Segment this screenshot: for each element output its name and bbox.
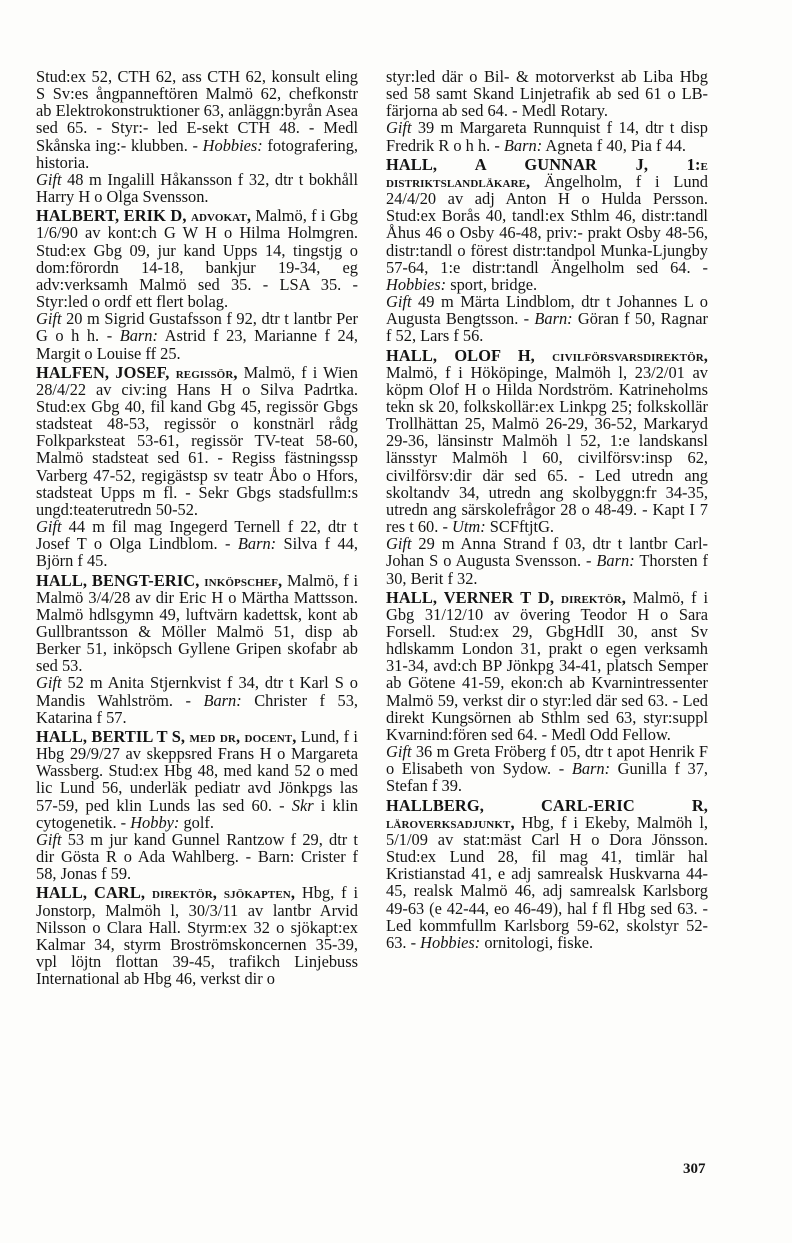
right-column <box>386 68 708 951</box>
entry-heading: HALBERT, ERIK D, advokat, <box>36 206 252 226</box>
entry-hall-carl: HALL, CARL, direktör, sjökapten, Hbg, f i Jonstorp, Malmöh l, 30/3/11 av lantbr Arvid Nilsson o Clara Hall. Styrm:ex 32 o sjökapt:ex Kalmar 34, styrm Broströmskoncernen 35-39, vpl löjtn flottan 39-45, trafikch Linjebuss International ab Hbg 46, verkst dir o <box>36 883 358 989</box>
entry-halbert-erik: HALBERT, ERIK D, advokat, Malmö, f i Gbg 1/6/90 av kont:ch G W H o Hilma Holmgren. Stud:ex Gbg 09, jur kand Upps 14, tingstjg o dom:förordn 14-18, bankjur 19-34, eg adv:verksamh Malmö sed 35. - LSA 35. - Styr:led o ordf ett flert bolag. <box>36 206 358 312</box>
entry-hall-bertil: HALL, BERTIL T S, med dr, docent, Lund, f i Hbg 29/9/27 av skeppsred Frans H o Margareta Wassberg. Stud:ex Hbg 48, med kand 52 o med lic Lund 56, underläk pediatr avd Jönkpgs las 57-59, ped klin Lunds las sed 60. - Skr i klin cytogenetik. - Hobby: golf. <box>36 726 358 832</box>
left-column <box>36 68 358 987</box>
entry-hall-olof: HALL, OLOF H, civilförsvarsdirektör, Malmö, f i Hököpinge, Malmöh l, 23/2/01 av köpm Olof H o Hilda Nordström. Katrineholms tekn sk 20, folkskollär:ex Linkpg 25; folkskollär Trollhättan 25, Malmö 26-29, 36-52, Markaryd 29-36, länsinstr Malmöh l 52, 1:e landskansl länsstyr Malmöh l 60, civilförsv:insp 62, civilförsv:dir där sed 65. - Led utredn ang skoltandv 34, utredn ang skolbyggn:fr 34-35, utredn ang särskolefrågor 28 o 48-49. - Kapt I 7 res t 60. - Utm: SCFftjtG. <box>386 345 708 537</box>
entry-gift: Gift 48 m Ingalill Håkansson f 32, dtr t bokhåll Harry H o Olga Svensson. <box>36 169 358 207</box>
entry-gift: Gift 44 m fil mag Ingegerd Ternell f 22, dtr t Josef T o Olga Lindblom. - Barn: Silva f 44, Björn f 45. <box>36 517 358 571</box>
entry-hallberg-carl-eric: HALLBERG, CARL-ERIC R, läroverksadjunkt, Hbg, f i Ekeby, Malmöh l, 5/1/09 av stat:mäst Carl H o Dora Jönsson. Stud:ex Lund 28, fil mag 41, timlär hal Kristianstad 41, e adj samrealsk Huskvarna 44-45, realsk Malmö 46, adj samrealsk Karlsborg 49-63 (e 42-44, eo 46-49), hal f fl Hbg sed 63. - Led kommfullm Karlsborg 59-62, skolstyr 52-63. - Hobbies: ornitologi, fiske. <box>386 795 708 952</box>
entry-gift: Gift 29 m Anna Strand f 03, dtr t lantbr Carl-Johan S o Augusta Svensson. - Barn: Thorsten f 30, Berit f 32. <box>386 534 708 588</box>
entry-gift: Gift 52 m Anita Stjernkvist f 34, dtr t Karl S o Mandis Wahlström. - Barn: Christer f 53, Katarina f 57. <box>36 673 358 727</box>
entry-heading: HALL, BERTIL T S, med dr, docent, <box>36 726 297 746</box>
entry-gift: Gift 53 m jur kand Gunnel Rantzow f 29, dtr t dir Gösta R o Ada Wahlberg. - Barn: Crister f 58, Jonas f 59. <box>36 829 358 884</box>
entry-hall-gunnar: HALL, A GUNNAR J, 1:e distriktslandläkare, Ängelholm, f i Lund 24/4/20 av adj Anton H o Hulda Persson. Stud:ex Borås 40, tandl:ex Sthlm 46, distr:tandl Åhus 46 o Osby 46-48, priv:- prakt Osby 48-56, distr:tandl o förest distr:tandpol Munka-Ljungby 57-64, 1:e distr:tandl Ängelholm sed 64. - Hobbies: sport, bridge. <box>386 154 708 294</box>
entry-heading: HALL, OLOF H, civilförsvarsdirektör, <box>386 345 708 365</box>
entry-heading: HALLBERG, CARL-ERIC R, läroverksadjunkt, <box>386 795 708 832</box>
entry-heading: HALL, A GUNNAR J, 1:e distriktslandläkare, <box>386 154 708 191</box>
entry-halfen-josef: HALFEN, JOSEF, regissör, Malmö, f i Wien 28/4/22 av civ:ing Hans H o Silva Padrtka. Stud:ex Gbg 40, fil kand Gbg 45, regissör Gbgs stadsteat 48-53, regissör o konstnärl rådg Folkparksteat 53-61, regissör TV-teat 58-60, Malmö stadsteat sed 61. - Regiss fästningssp Varberg 47-52, regigästsp sv teatr Åbo o Hfors, stadsteat Upps m fl. - Sekr Gbgs stadsfullm:s ungd:teaterutredn 50-52. <box>36 362 358 519</box>
entry-continuation: Stud:ex 52, CTH 62, ass CTH 62, konsult eling S Sv:es ångpanneftören Malmö 62, chefkonstr ab Elektrokonstruktioner 63, anläggn:byrån Asea sed 65. - Styr:- led E-sekt CTH 48. - Medl Skånska ing:- klubben. - Hobbies: fotografering, historia. <box>36 67 358 172</box>
entry-heading: HALFEN, JOSEF, regissör, <box>36 362 238 382</box>
entry-heading: HALL, VERNER T D, direktör, <box>386 587 626 607</box>
entry-heading: HALL, CARL, direktör, sjökapten, <box>36 883 296 903</box>
entry-gift: Gift 36 m Greta Fröberg f 05, dtr t apot Henrik F o Elisabeth von Sydow. - Barn: Gunilla f 37, Stefan f 39. <box>386 742 708 796</box>
entry-hall-bengt-eric: HALL, BENGT-ERIC, inköpschef, Malmö, f i Malmö 3/4/28 av dir Eric H o Märtha Mattsson. Malmö hdlsgymn 49, luftvärn kadettsk, kont ab Gullbrantsson & Möller Malmö 51, disp ab Berker 51, inköpsch Gyllene Gripen skofabr ab sed 53. <box>36 570 358 676</box>
entry-hall-verner: HALL, VERNER T D, direktör, Malmö, f i Gbg 31/12/10 av övering Teodor H o Sara Forsell. Stud:ex 29, GbgHdlI 30, anst Sv hdlskamm London 31, prakt o egen verksamh 31-34, avd:ch BP Jönkpg 34-41, platsch Semper ab Götene 41-59, ekon:ch ab Kvarnintressenter Malmö 59, verkst dir o styr:led där sed 63. - Led direkt Kungsörnen ab Sthlm sed 63, styr:suppl Kvarnind:fören sed 64. - Medl Odd Fellow. <box>386 587 709 744</box>
entry-heading: HALL, BENGT-ERIC, inköpschef, <box>36 570 283 590</box>
page-number: 307 <box>683 1161 706 1177</box>
entry-gift: Gift 49 m Märta Lindblom, dtr t Johannes L o Augusta Bengtsson. - Barn: Göran f 50, Ragnar f 52, Lars f 56. <box>386 292 708 346</box>
entry-gift: Gift 20 m Sigrid Gustafsson f 92, dtr t lantbr Per G o h h. - Barn: Astrid f 23, Marianne f 24, Margit o Louise ff 25. <box>36 309 359 363</box>
entry-continuation: styr:led där o Bil- & motorverkst ab Liba Hbg sed 58 samt Skand Linjetrafik ab sed 61 o LB-färjorna ab sed 64. - Medl Rotary. <box>386 67 708 121</box>
entry-gift: Gift 39 m Margareta Runnquist f 14, dtr t disp Fredrik R o h h. - Barn: Agneta f 40, Pia f 44. <box>386 118 708 155</box>
